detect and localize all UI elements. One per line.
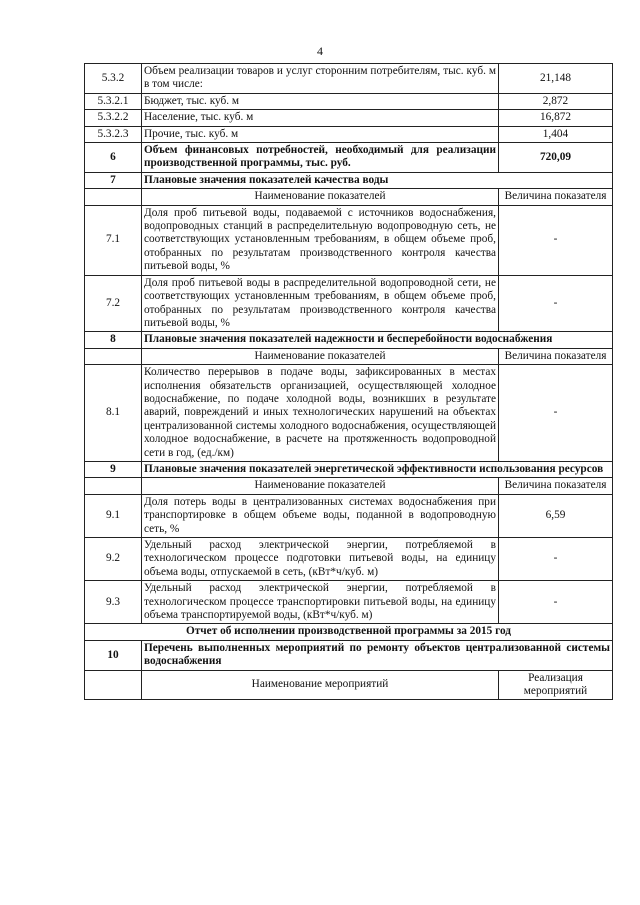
column-header-row [85,670,613,700]
row-value: 720,09 [499,143,613,173]
row-number: 9.1 [85,494,142,537]
table-row [85,275,613,332]
program-table [84,63,613,700]
row-number: 5.3.2.3 [85,126,142,142]
empty-cell [85,348,142,364]
row-text: Объем финансовых потребностей, необходимый для реализации производственной программы, тыс. руб. [142,143,499,173]
row-text: Доля потерь воды в централизованных системах водоснабжения при транспортировке в общем объеме воды, поданной в водопроводную сеть, % [142,494,499,537]
table-row [85,64,613,94]
row-number: 9.3 [85,581,142,624]
row-text: Прочие, тыс. куб. м [142,126,499,142]
row-text: Доля проб питьевой воды, подаваемой с источников водоснабжения, водопроводных станций в распределительную водопроводную сеть, не соответствующих установленным требованиям, в общем объеме проб, отобранных по результатам производственного контроля качества питьевой воды, % [142,205,499,275]
section-number: 9 [85,461,142,477]
column-header-row [85,348,613,364]
table-row [85,538,613,581]
table-row [85,205,613,275]
section-title: Плановые значения показателей надежности и бесперебойности водоснабжения [142,332,613,348]
column-header-value: Реализация мероприятий [499,670,613,700]
table-row [85,365,613,462]
column-header-value: Величина показателя [499,189,613,205]
row-value: 16,872 [499,110,613,126]
column-header-name: Наименование показателей [142,348,499,364]
section-title: Плановые значения показателей качества воды [142,172,613,188]
section-title: Перечень выполненных мероприятий по ремонту объектов централизованной системы водоснабжения [142,640,613,670]
row-value: 1,404 [499,126,613,142]
report-title: Отчет об исполнении производственной программы за 2015 год [85,624,613,640]
section-title: Плановые значения показателей энергетической эффективности использования ресурсов [142,461,613,477]
row-number: 9.2 [85,538,142,581]
table-row [85,126,613,142]
section-title-row [85,640,613,670]
row-number: 7.2 [85,275,142,332]
section-title-row [85,332,613,348]
table-row [85,93,613,109]
empty-cell [85,670,142,700]
column-header-value: Величина показателя [499,348,613,364]
row-text: Население, тыс. куб. м [142,110,499,126]
row-value: - [499,205,613,275]
section-title-row [85,172,613,188]
row-text: Удельный расход электрической энергии, потребляемой в технологическом процессе подготовки питьевой воды, на единицу объема воды, отпускаемой в сеть, (кВт*ч/куб. м) [142,538,499,581]
row-number: 5.3.2 [85,64,142,94]
row-value: - [499,538,613,581]
table-row [85,494,613,537]
row-text: Объем реализации товаров и услуг сторонним потребителям, тыс. куб. м в том числе: [142,64,499,94]
empty-cell [85,478,142,494]
row-number: 8.1 [85,365,142,462]
section-number: 7 [85,172,142,188]
column-header-name: Наименование показателей [142,189,499,205]
page-number: 4 [317,44,323,58]
table-row [85,143,613,173]
section-title-row [85,461,613,477]
table-row [85,110,613,126]
column-header-name: Наименование показателей [142,478,499,494]
row-value: - [499,275,613,332]
table-row [85,581,613,624]
row-number: 6 [85,143,142,173]
column-header-row [85,478,613,494]
row-text: Удельный расход электрической энергии, потребляемой в технологическом процессе транспортировки питьевой воды, на единицу объема транспортируемой воды, (кВт*ч/куб. м) [142,581,499,624]
column-header-value: Величина показателя [499,478,613,494]
row-value: - [499,581,613,624]
row-number: 5.3.2.2 [85,110,142,126]
section-number: 10 [85,640,142,670]
column-header-name: Наименование мероприятий [142,670,499,700]
row-value: 6,59 [499,494,613,537]
empty-cell [85,189,142,205]
report-title-row [85,624,613,640]
row-value: - [499,365,613,462]
row-text: Количество перерывов в подаче воды, зафиксированных в местах исполнения обязательств организацией, осуществляющей холодное водоснабжение, по подаче холодной воды, возникших в результате аварий, повреждений и иных технологических нарушений на объектах централизованной системы холодного водоснабжения, осуществляющей холодное водоснабжение, в расчете на протяженность водопроводной сети в год, (ед./км) [142,365,499,462]
column-header-row [85,189,613,205]
row-value: 2,872 [499,93,613,109]
row-number: 5.3.2.1 [85,93,142,109]
row-number: 7.1 [85,205,142,275]
row-text: Доля проб питьевой воды в распределительной водопроводной сети, не соответствующих установленным требованиям, в общем объеме проб, отобранных по результатам производственного контроля качества питьевой воды, % [142,275,499,332]
section-number: 8 [85,332,142,348]
row-text: Бюджет, тыс. куб. м [142,93,499,109]
row-value: 21,148 [499,64,613,94]
